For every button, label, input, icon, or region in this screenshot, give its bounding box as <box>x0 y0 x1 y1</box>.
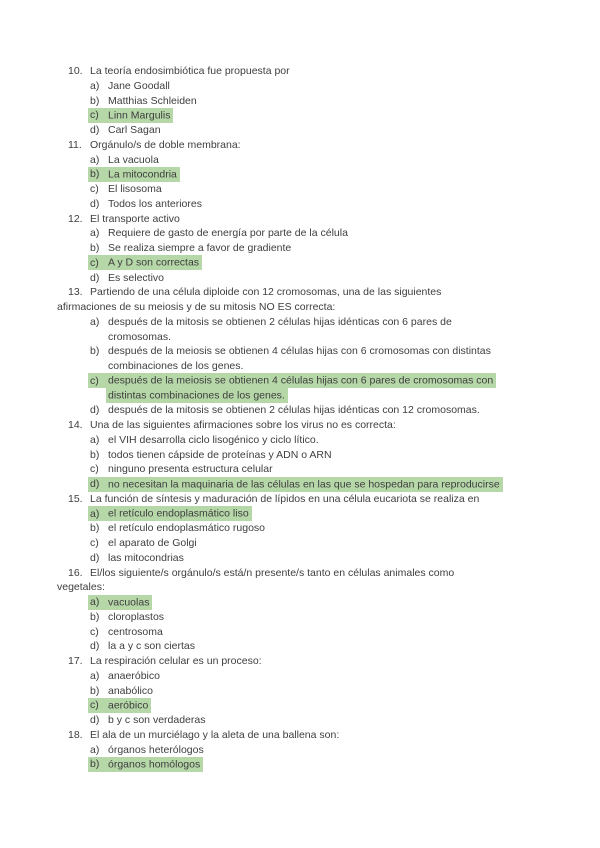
option-text: vacuolas <box>108 596 150 608</box>
option-letter: d) <box>90 124 100 136</box>
option-row <box>57 639 562 654</box>
option-letter: b) <box>90 684 100 697</box>
option-letter: c) <box>90 256 99 269</box>
option-row <box>57 226 562 241</box>
question-number: 16. <box>68 566 83 579</box>
option-row <box>57 330 562 345</box>
answer-highlight <box>106 388 288 403</box>
option-text: después de la meiosis se obtienen 4 células hijas con 6 pares de cromosomas con <box>108 374 494 387</box>
option-text: cromosomas. <box>108 330 172 343</box>
question-block <box>57 138 562 212</box>
question-block <box>57 654 562 728</box>
option-row <box>57 197 562 212</box>
option-text: Requiere de gasto de energía por parte de la célula <box>108 227 348 240</box>
option-row <box>57 433 562 448</box>
option-row <box>57 551 562 566</box>
option-text: La vacuola <box>108 153 159 166</box>
answer-highlight <box>88 757 203 772</box>
answer-highlight <box>88 506 252 521</box>
option-row <box>57 462 562 477</box>
option-letter: b) <box>90 448 100 461</box>
question-text: La teoría endosimbiótica fue propuesta por <box>90 65 290 77</box>
option-row <box>57 757 562 772</box>
option-row <box>57 344 562 359</box>
question-number: 14. <box>68 419 83 431</box>
option-row <box>57 610 562 625</box>
option-letter: a) <box>90 669 100 682</box>
option-row <box>57 153 562 168</box>
option-text: órganos heterólogos <box>108 743 204 756</box>
option-letter: b) <box>90 168 100 181</box>
question-number: 10. <box>68 65 83 77</box>
option-row <box>57 743 562 758</box>
option-text: anaeróbico <box>108 669 160 682</box>
question-text: Una de las siguientes afirmaciones sobre los virus no es correcta: <box>90 419 396 431</box>
quiz-content <box>57 64 562 772</box>
option-text: Es selectivo <box>108 271 165 284</box>
option-letter: b) <box>90 242 100 254</box>
option-row <box>57 167 562 182</box>
option-row <box>57 271 562 286</box>
option-text: A y D son correctas <box>108 256 200 269</box>
option-text: cloroplastos <box>108 610 165 623</box>
option-row <box>57 698 562 713</box>
option-letter: b) <box>90 94 100 107</box>
option-row <box>57 374 562 389</box>
option-row <box>57 403 562 418</box>
option-text: órganos homólogos <box>108 758 201 771</box>
option-row <box>57 595 562 610</box>
option-row <box>57 94 562 109</box>
answer-highlight <box>88 595 152 610</box>
question-number: 17. <box>68 655 83 667</box>
answer-highlight <box>88 108 173 123</box>
option-row <box>57 669 562 684</box>
option-text: Todos los anteriores <box>108 197 202 210</box>
option-row <box>57 477 562 492</box>
question-block <box>57 728 562 772</box>
option-letter: c) <box>90 374 99 387</box>
question-heading <box>57 138 562 153</box>
option-text: todos tienen cápside de proteínas y ADN o ARN <box>108 448 332 461</box>
option-text: el retículo endoplasmático liso <box>108 507 249 520</box>
answer-highlight <box>88 167 180 182</box>
option-text: distintas combinaciones de los genes. <box>108 389 285 402</box>
question-heading <box>57 566 562 581</box>
option-letter: d) <box>90 197 100 210</box>
option-letter: d) <box>90 551 100 564</box>
question-text: El transporte activo <box>90 212 180 225</box>
option-letter: c) <box>90 537 99 549</box>
option-text: Se realiza siempre a favor de gradiente <box>108 242 292 254</box>
option-text: b y c son verdaderas <box>108 714 206 726</box>
option-text: la a y c son ciertas <box>108 640 195 653</box>
question-block <box>57 566 562 655</box>
question-block <box>57 212 562 286</box>
option-letter: c) <box>90 463 99 476</box>
option-letter: a) <box>90 79 100 92</box>
option-row <box>57 79 562 94</box>
option-text: después de la mitosis se obtienen 2 células hijas idénticas con 12 cromosomas. <box>108 404 480 417</box>
option-text: Linn Margulis <box>108 109 171 122</box>
answer-highlight <box>88 255 202 270</box>
option-text: las mitocondrias <box>108 551 184 564</box>
option-text: el retículo endoplasmático rugoso <box>108 522 266 535</box>
question-text: El/los siguiente/s orgánulo/s está/n presente/s tanto en células animales como <box>90 566 455 579</box>
question-heading-continuation: vegetales: <box>57 581 105 594</box>
question-heading <box>57 418 562 433</box>
option-letter: a) <box>90 596 100 608</box>
question-heading-continuation: afirmaciones de su meiosis y de su mitosis NO ES correcta: <box>57 301 336 313</box>
option-letter: c) <box>90 625 99 638</box>
option-text: ninguno presenta estructura celular <box>108 463 273 476</box>
option-letter: d) <box>90 640 100 653</box>
question-heading <box>57 285 562 300</box>
question-text: El ala de un murciélago y la aleta de una ballena son: <box>90 728 340 741</box>
option-text: Matthias Schleiden <box>108 94 197 107</box>
option-letter: b) <box>90 522 100 535</box>
option-letter: d) <box>90 404 100 417</box>
question-number: 12. <box>68 212 83 225</box>
option-text: anabólico <box>108 684 153 697</box>
option-letter: d) <box>90 714 100 726</box>
question-block <box>57 492 562 566</box>
question-block <box>57 64 562 138</box>
option-letter: a) <box>90 227 100 240</box>
option-letter: a) <box>90 743 100 756</box>
option-row <box>57 108 562 123</box>
option-letter: b) <box>90 758 100 771</box>
option-text: aeróbico <box>108 699 149 712</box>
question-text: Partiendo de una célula diploide con 12 cromosomas, una de las siguientes <box>90 286 442 299</box>
option-letter: a) <box>90 507 100 520</box>
question-heading <box>57 492 562 507</box>
question-number: 18. <box>68 728 83 741</box>
question-block <box>57 418 562 492</box>
option-row <box>57 521 562 536</box>
option-text: centrosoma <box>108 625 163 638</box>
option-text: el VIH desarrolla ciclo lisogénico y ciclo lítico. <box>108 433 319 446</box>
option-row <box>57 684 562 699</box>
question-text: La respiración celular es un proceso: <box>90 655 262 667</box>
option-row <box>57 315 562 330</box>
option-letter: d) <box>90 478 100 490</box>
option-text: Jane Goodall <box>108 79 170 92</box>
question-heading <box>57 728 562 743</box>
option-letter: a) <box>90 433 100 446</box>
option-row <box>57 241 562 256</box>
option-row <box>57 389 562 404</box>
option-letter: c) <box>90 699 99 712</box>
answer-highlight <box>88 698 151 713</box>
question-heading <box>57 212 562 227</box>
option-row <box>57 536 562 551</box>
option-letter: c) <box>90 183 99 195</box>
option-row <box>57 123 562 138</box>
option-letter: b) <box>90 345 100 358</box>
option-letter: d) <box>90 271 100 284</box>
option-letter: a) <box>90 153 100 166</box>
option-text: El lisosoma <box>108 183 162 195</box>
option-text: después de la meiosis se obtienen 4 células hijas con 6 cromosomas con distintas <box>108 345 491 358</box>
option-text: combinaciones de los genes. <box>108 360 244 372</box>
option-letter: c) <box>90 109 99 122</box>
option-row <box>57 182 562 197</box>
option-text: Carl Sagan <box>108 124 161 136</box>
option-text: después de la mitosis se obtienen 2 células hijas idénticas con 6 pares de <box>108 315 452 328</box>
option-row <box>57 359 562 374</box>
question-block <box>57 285 562 418</box>
option-row <box>57 713 562 728</box>
option-row <box>57 507 562 522</box>
option-text: no necesitan la maquinaria de las células en las que se hospedan para reproducirse <box>108 478 500 490</box>
answer-highlight <box>88 373 496 388</box>
question-text: Orgánulo/s de doble membrana: <box>90 138 241 151</box>
option-row <box>57 625 562 640</box>
question-number: 11. <box>68 138 82 151</box>
option-letter: a) <box>90 315 100 328</box>
option-row <box>57 448 562 463</box>
option-text: La mitocondria <box>108 168 177 181</box>
question-heading <box>57 64 562 79</box>
answer-highlight <box>88 477 503 492</box>
question-text: La función de síntesis y maduración de lípidos en una célula eucariota se realiza en <box>90 492 480 505</box>
option-text: el aparato de Golgi <box>108 537 197 549</box>
option-letter: b) <box>90 610 100 623</box>
option-row <box>57 256 562 271</box>
question-heading <box>57 654 562 669</box>
question-number: 15. <box>68 492 83 505</box>
question-number: 13. <box>68 286 83 299</box>
